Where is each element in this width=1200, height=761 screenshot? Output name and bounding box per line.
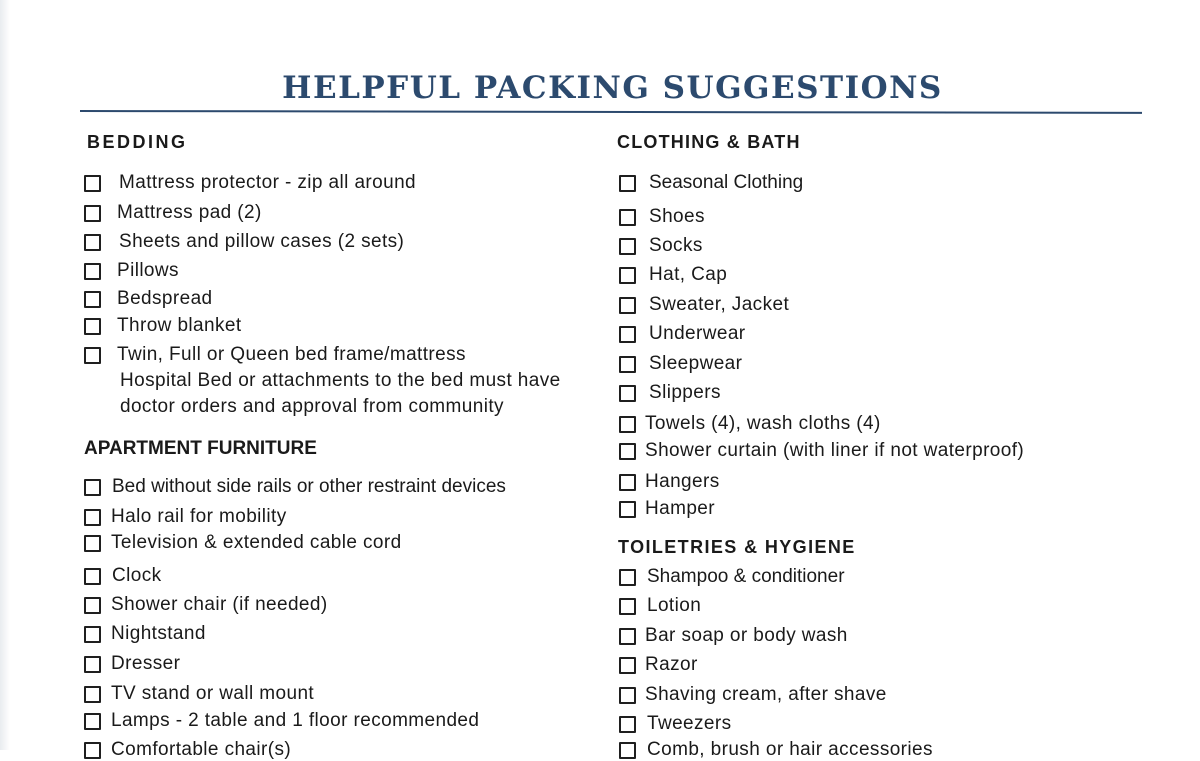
checkbox[interactable] — [84, 263, 101, 280]
item-label: Shower chair (if needed) — [111, 594, 328, 615]
checklist-item — [84, 710, 479, 732]
checkbox[interactable] — [619, 657, 636, 674]
section-heading-clothing: CLOTHING & BATH — [617, 132, 801, 152]
checkbox[interactable] — [619, 356, 636, 373]
checklist-item — [84, 202, 262, 224]
checkbox[interactable] — [84, 713, 101, 730]
checklist-item — [619, 625, 848, 647]
checkbox[interactable] — [84, 291, 101, 308]
item-label: Comb, brush or hair accessories — [647, 739, 933, 760]
checkbox[interactable] — [84, 234, 101, 251]
item-label: Socks — [649, 235, 703, 256]
item-label: Shampoo & conditioner — [647, 566, 845, 587]
checkbox[interactable] — [619, 416, 636, 433]
bed-note-line-2: doctor orders and approval from community — [120, 396, 504, 417]
item-label: TV stand or wall mount — [111, 683, 315, 704]
item-label: Tweezers — [647, 713, 732, 734]
checklist-item — [84, 683, 314, 705]
item-label: Sweater, Jacket — [649, 294, 790, 315]
checklist-item — [619, 172, 803, 194]
checklist-item — [84, 565, 162, 587]
checklist-item — [84, 172, 416, 194]
item-label: Shaving cream, after shave — [645, 684, 887, 705]
checkbox[interactable] — [84, 535, 101, 552]
checkbox[interactable] — [84, 509, 101, 526]
checkbox[interactable] — [619, 209, 636, 226]
item-label: Twin, Full or Queen bed frame/mattress — [117, 344, 466, 365]
checkbox[interactable] — [84, 742, 101, 759]
checklist-item — [619, 323, 746, 345]
checkbox[interactable] — [619, 628, 636, 645]
checkbox[interactable] — [619, 742, 636, 759]
item-label: Dresser — [111, 653, 181, 674]
checkbox[interactable] — [619, 716, 636, 733]
checkbox[interactable] — [619, 569, 636, 586]
checklist-item — [619, 595, 701, 617]
checklist-item — [619, 566, 845, 588]
checkbox[interactable] — [619, 598, 636, 615]
item-label: Shoes — [649, 206, 705, 227]
checkbox[interactable] — [619, 297, 636, 314]
item-label: Underwear — [649, 323, 746, 344]
section-heading-bedding: BEDDING — [87, 132, 188, 152]
item-label: Towels (4), wash cloths (4) — [645, 413, 881, 434]
checklist-item — [84, 623, 206, 645]
page-title: HELPFUL PACKING SUGGESTIONS — [282, 70, 943, 106]
checklist-item — [84, 315, 242, 337]
item-label: Halo rail for mobility — [111, 506, 287, 527]
item-label: Clock — [112, 565, 162, 586]
item-label: Lotion — [647, 595, 702, 616]
checkbox[interactable] — [619, 474, 636, 491]
item-label: Bedspread — [117, 288, 213, 309]
checkbox[interactable] — [619, 501, 636, 518]
page-edge-shadow — [0, 0, 10, 750]
item-label: Lamps - 2 table and 1 floor recommended — [111, 710, 480, 731]
checklist-item — [619, 353, 742, 375]
checklist-item — [619, 440, 1024, 462]
section-heading-toiletries: TOILETRIES & HYGIENE — [618, 537, 856, 557]
checklist-item — [619, 413, 881, 435]
checklist-item — [619, 382, 721, 404]
checkbox[interactable] — [619, 687, 636, 704]
checkbox[interactable] — [84, 597, 101, 614]
checklist-item — [619, 471, 720, 493]
checkbox[interactable] — [84, 686, 101, 703]
item-label: Television & extended cable cord — [111, 532, 402, 553]
checkbox[interactable] — [619, 267, 636, 284]
checklist-item — [619, 654, 698, 676]
checklist-item — [619, 264, 727, 286]
item-label: Razor — [645, 654, 698, 675]
item-label: Comfortable chair(s) — [111, 739, 292, 760]
checkbox[interactable] — [619, 175, 636, 192]
bed-note-line-1: Hospital Bed or attachments to the bed must have — [120, 370, 561, 391]
item-label: Hamper — [645, 498, 715, 519]
checklist-item — [619, 713, 732, 735]
section-heading-furniture: APARTMENT FURNITURE — [84, 438, 317, 459]
checkbox[interactable] — [84, 175, 101, 192]
item-label: Throw blanket — [117, 315, 242, 336]
checkbox[interactable] — [84, 318, 101, 335]
checkbox[interactable] — [84, 205, 101, 222]
item-label: Seasonal Clothing — [649, 172, 804, 193]
checklist-item — [84, 344, 466, 366]
item-label: Shower curtain (with liner if not waterproof) — [645, 440, 1025, 461]
item-label: Hat, Cap — [649, 264, 728, 285]
checkbox[interactable] — [619, 326, 636, 343]
title-divider — [80, 110, 1142, 114]
checklist-item — [84, 231, 404, 253]
checkbox[interactable] — [619, 385, 636, 402]
checklist-item — [619, 235, 703, 257]
checkbox[interactable] — [84, 656, 101, 673]
checklist-item — [619, 684, 887, 706]
checkbox[interactable] — [84, 479, 101, 496]
item-label: Sleepwear — [649, 353, 743, 374]
checkbox[interactable] — [84, 568, 101, 585]
checklist-item — [619, 498, 715, 520]
checklist-item — [84, 288, 213, 310]
checklist-item — [84, 532, 402, 554]
item-label: Pillows — [117, 260, 179, 281]
checkbox[interactable] — [84, 347, 101, 364]
item-label: Sheets and pillow cases (2 sets) — [119, 231, 405, 252]
checklist-item — [84, 653, 180, 675]
checkbox[interactable] — [619, 238, 636, 255]
checklist-item — [619, 739, 933, 761]
checklist-item — [84, 260, 179, 282]
checklist-item — [619, 206, 705, 228]
item-label: Bed without side rails or other restraint devices — [112, 476, 506, 497]
checklist-item — [619, 294, 789, 316]
item-label: Bar soap or body wash — [645, 625, 848, 646]
item-label: Slippers — [649, 382, 721, 403]
item-label: Nightstand — [111, 623, 206, 644]
item-label: Hangers — [645, 471, 720, 492]
checklist-item — [84, 739, 291, 761]
checklist-item — [84, 506, 287, 528]
checkbox[interactable] — [84, 626, 101, 643]
item-label: Mattress pad (2) — [117, 202, 262, 223]
checklist-item — [84, 476, 506, 498]
checkbox[interactable] — [619, 443, 636, 460]
item-label: Mattress protector - zip all around — [119, 172, 417, 193]
checklist-item — [84, 594, 328, 616]
